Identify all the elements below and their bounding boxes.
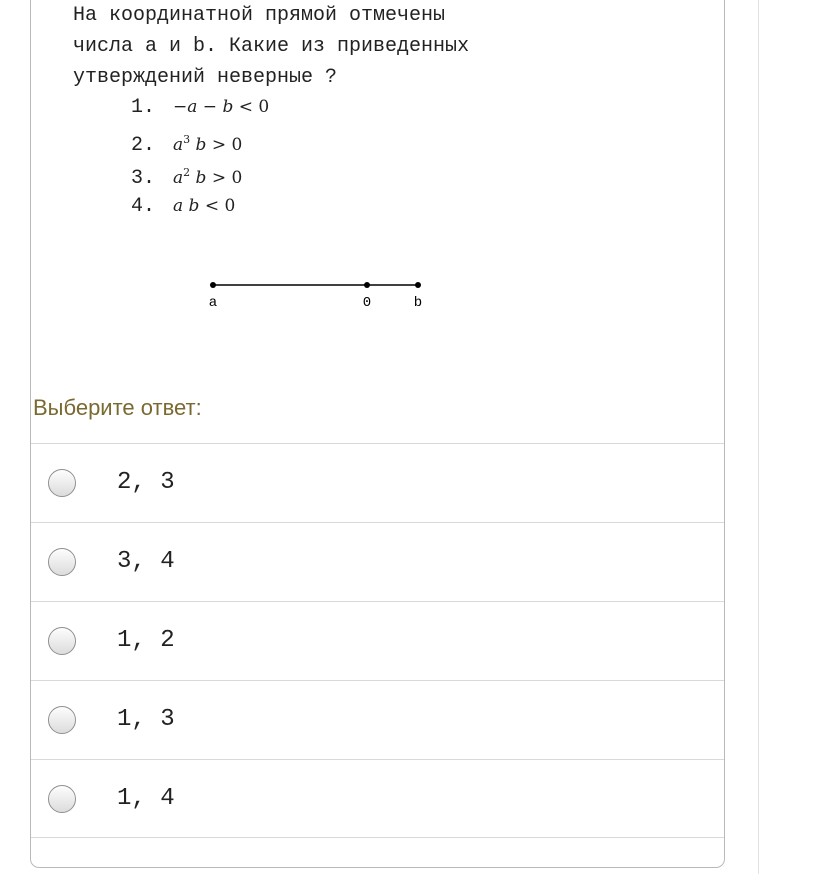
right-column-divider	[758, 0, 759, 874]
answer-option-label[interactable]: 3, 4	[117, 548, 175, 575]
statement-item	[131, 156, 269, 189]
radio-button[interactable]	[48, 469, 76, 497]
answer-prompt: Выберите ответ:	[33, 395, 202, 420]
question-line: утверждений неверные ?	[73, 66, 338, 89]
statement-expression: −a − b < 0	[173, 97, 270, 117]
point-b	[415, 282, 421, 288]
label-b: b	[413, 295, 423, 311]
answer-option-label[interactable]: 2, 3	[117, 469, 175, 496]
statement-number: 4.	[131, 195, 156, 218]
radio-button[interactable]	[48, 706, 76, 734]
answer-option[interactable]	[31, 522, 724, 601]
statement-number: 2.	[131, 134, 156, 157]
statement-expression: $a^3$ b > 0	[173, 133, 243, 155]
answer-option[interactable]	[31, 443, 724, 522]
statement-expression: a b < 0	[173, 196, 236, 216]
question-line: На координатной прямой отмечены	[73, 4, 446, 27]
label-a: a	[208, 295, 218, 311]
number-line-diagram	[203, 273, 443, 313]
statement-item	[131, 189, 269, 222]
radio-button[interactable]	[48, 627, 76, 655]
radio-button[interactable]	[48, 785, 76, 813]
answer-option-label[interactable]: 1, 2	[117, 627, 175, 654]
answer-option[interactable]	[31, 759, 724, 838]
point-zero	[364, 282, 370, 288]
answer-option[interactable]	[31, 680, 724, 759]
statement-number: 1.	[131, 96, 156, 119]
statement-item	[131, 123, 269, 156]
answer-option[interactable]	[31, 601, 724, 680]
answer-option-label[interactable]: 1, 4	[117, 785, 175, 812]
statement-expression: $a^2$ b > 0	[173, 166, 243, 188]
radio-button[interactable]	[48, 548, 76, 576]
question-card	[30, 0, 725, 868]
statement-number: 3.	[131, 167, 156, 190]
point-a	[210, 282, 216, 288]
statement-item	[131, 90, 269, 123]
answer-option-label[interactable]: 1, 3	[117, 706, 175, 733]
label-zero: 0	[362, 295, 372, 311]
question-text	[73, 0, 469, 93]
statements-list	[131, 90, 269, 222]
question-line: числа a и b. Какие из приведенных	[73, 35, 470, 58]
answer-options	[31, 443, 724, 838]
